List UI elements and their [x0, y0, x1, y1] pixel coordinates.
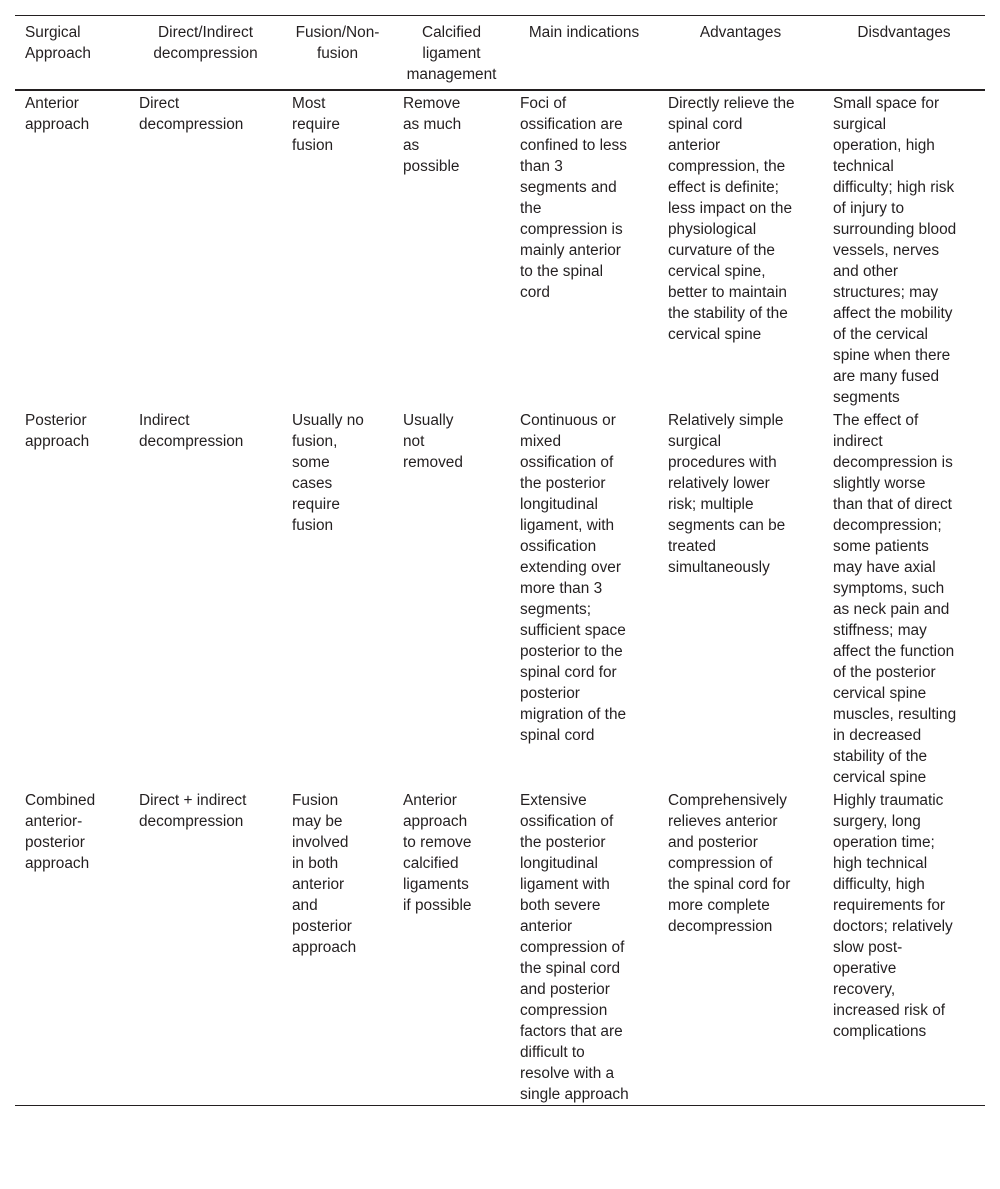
cell-approach: Combined anterior-posterior approach	[25, 792, 96, 872]
cell-approach: Posterior approach	[25, 412, 90, 450]
cell-disadvantages: Highly traumatic surgery, long operation time; high technical difficulty, high requirements for doctors; relatively slow post-operative recovery, increased risk of complications	[833, 792, 953, 1040]
cell-disadvantages: The effect of indirect decompression is slightly worse than that of direct decompression; some patients may have axial symptoms, such as neck pain and stiffness; may affect the function of the posterior cervical spine muscles, resulting in decreased stability of the cervical spine	[833, 412, 957, 786]
cell-decompression: Indirect decompression	[139, 412, 244, 450]
cell-ligament: Anterior approach to remove calcified ligaments if possible	[403, 792, 472, 914]
cell-advantages: Directly relieve the spinal cord anterior compression, the effect is definite; less impact on the physiological curvature of the cervical spine, better to maintain the stability of the cervical spine	[668, 95, 795, 343]
cell-fusion: Most require fusion	[292, 95, 340, 154]
cell-approach: Anterior approach	[25, 95, 90, 133]
header-disadvantages: Disdvantages	[857, 24, 951, 41]
cell-advantages: Relatively simple surgical procedures with relatively lower risk; multiple segments can be treated simultaneously	[668, 412, 786, 576]
header-main-indications: Main indications	[528, 24, 640, 41]
cell-decompression: Direct + indirect decompression	[139, 792, 247, 830]
cell-indications: Foci of ossification are confined to less than 3 segments and the compression is mainly anterior to the spinal cord	[520, 95, 627, 301]
header-advantages: Advantages	[699, 24, 782, 41]
cell-ligament: Usually not removed	[403, 412, 463, 471]
cell-fusion: Usually no fusion, some cases require fusion	[292, 412, 364, 534]
table-header-row	[15, 16, 985, 91]
cell-ligament: Remove as much as possible	[403, 95, 462, 175]
cell-disadvantages: Small space for surgical operation, high technical difficulty; high risk of injury to surrounding blood vessels, nerves and other structures; may affect the mobility of the cervical spine when there are many fused segments	[833, 95, 957, 406]
cell-decompression: Direct decompression	[139, 95, 244, 133]
cell-indications: Extensive ossification of the posterior longitudinal ligament with both severe anterior compression of the spinal cord and posterior compression factors that are difficult to resolve with a single approach	[520, 792, 629, 1103]
header-calcified-ligament: Calcified ligament management	[406, 24, 497, 83]
table-row	[15, 90, 985, 408]
header-direct-indirect: Direct/Indirect decompression	[153, 24, 258, 62]
surgical-approach-table	[15, 15, 985, 1106]
table-row	[15, 408, 985, 788]
header-surgical-approach: Surgical Approach	[25, 24, 91, 62]
cell-fusion: Fusion may be involved in both anterior and posterior approach	[292, 792, 357, 956]
header-fusion: Fusion/Non-fusion	[295, 24, 380, 62]
cell-indications: Continuous or mixed ossification of the posterior longitudinal ligament, with ossification extending over more than 3 segments; sufficient space posterior to the spinal cord for posterior migration of the spinal cord	[520, 412, 627, 744]
table-row	[15, 788, 985, 1106]
cell-advantages: Comprehensively relieves anterior and posterior compression of the spinal cord for more complete decompression	[668, 792, 791, 935]
